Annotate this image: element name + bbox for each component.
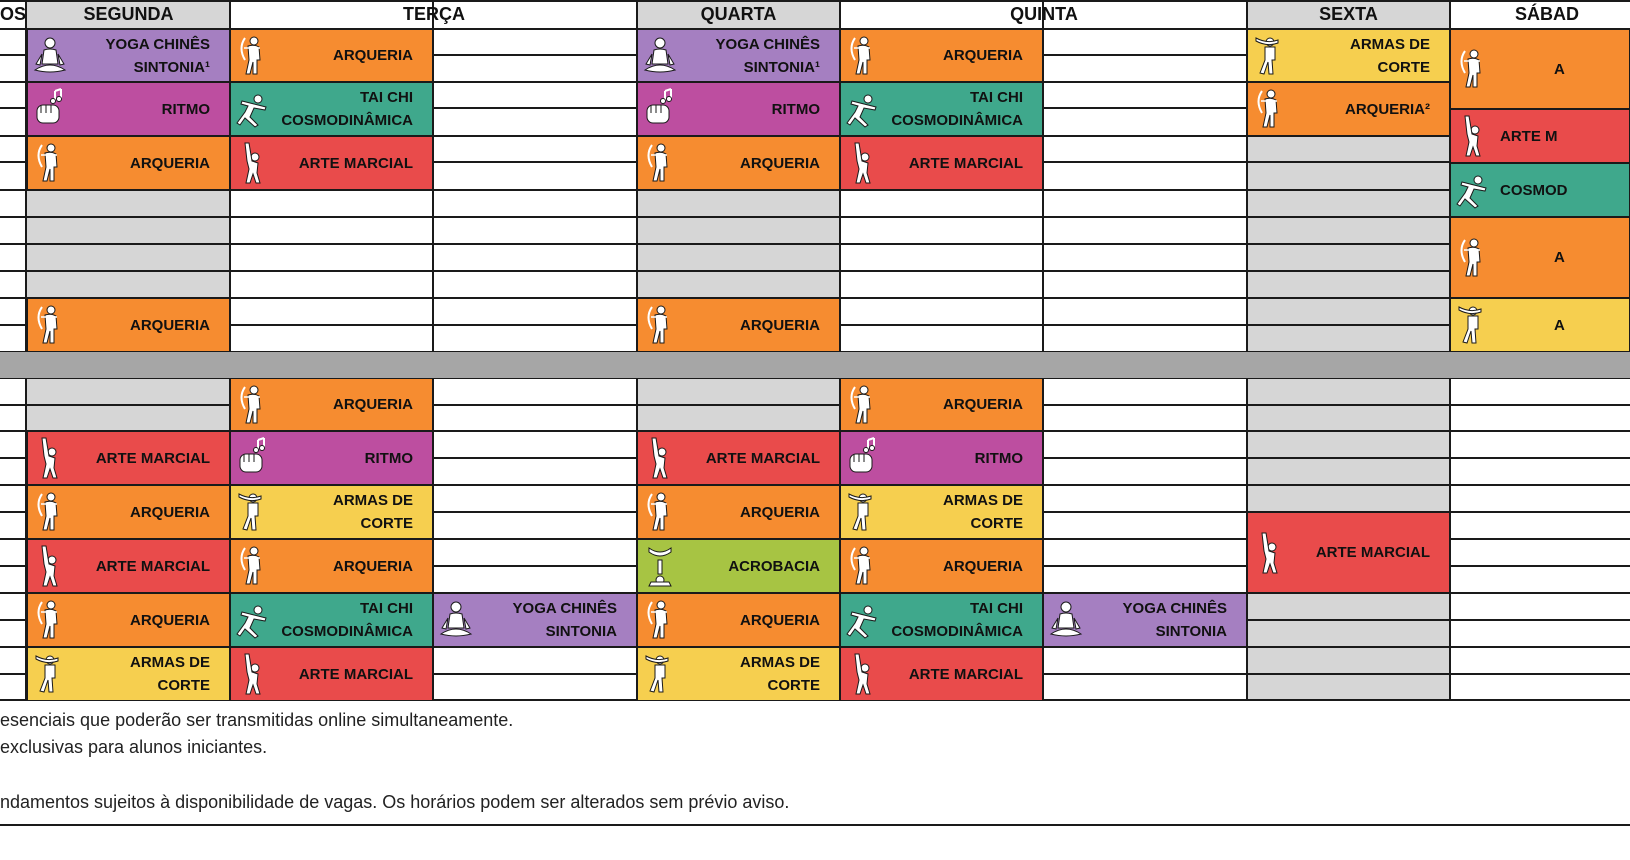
class-label: ARQUERIA [129, 316, 210, 334]
class-label: ARMAS DE CORTE [332, 492, 413, 532]
class-cell [230, 431, 433, 485]
class-label: ARQUERIA [332, 396, 413, 413]
meditation-icon [1049, 598, 1083, 642]
class-label: RITMO [161, 100, 210, 118]
class-label: A [1554, 60, 1565, 78]
class-label: ARTE MARCIAL [298, 665, 413, 683]
archer-icon [33, 141, 67, 185]
archer-icon [1456, 47, 1490, 91]
class-cell [230, 647, 433, 701]
archer-icon [846, 544, 880, 588]
class-label: ARMAS DE CORTE [129, 654, 210, 694]
class-label: ARTE M [1500, 127, 1558, 145]
class-label: ARTE MARCIAL [95, 557, 210, 575]
archer-icon [846, 34, 880, 78]
drum-fist-icon [643, 87, 677, 131]
high-kick-icon [236, 141, 270, 185]
footnote-1: esenciais que poderão ser transmitidas online simultaneamente. [0, 710, 514, 730]
archer-icon [236, 544, 270, 588]
class-label: RITMO [974, 449, 1023, 467]
class-cell [27, 82, 230, 136]
taichi-pose-icon [1456, 168, 1490, 212]
class-cell [27, 29, 230, 82]
class-label: ARMAS DE CORTE [739, 654, 820, 694]
class-cell [637, 485, 840, 539]
day-header-sabado: SÁBAD [1515, 4, 1580, 24]
class-label: YOGA CHINÊS SINTONIA¹ [715, 35, 820, 76]
class-label: ARQUERIA [739, 611, 820, 629]
taichi-pose-icon [846, 598, 880, 642]
class-cell [27, 647, 230, 701]
sword-fighter-icon [236, 490, 270, 534]
class-label: ARQUERIA [942, 396, 1023, 413]
class-cell [840, 485, 1043, 539]
class-label: ARTE MARCIAL [908, 665, 1023, 683]
meditation-icon [643, 34, 677, 78]
class-cell [230, 82, 433, 136]
sword-fighter-icon [1456, 303, 1490, 347]
archer-icon [1456, 236, 1490, 280]
meditation-icon [439, 598, 473, 642]
archer-icon [236, 34, 270, 78]
sword-fighter-icon [1253, 34, 1287, 78]
gray-cell [1247, 378, 1450, 512]
day-header-terca: TERÇA [403, 4, 465, 24]
class-cell [27, 593, 230, 647]
class-cell [637, 136, 840, 190]
class-cell [27, 539, 230, 593]
class-cell [1450, 29, 1630, 109]
class-cell [637, 298, 840, 352]
class-cell [27, 431, 230, 485]
class-cell [27, 298, 230, 352]
class-cell [27, 136, 230, 190]
class-cell [1247, 512, 1450, 593]
archer-icon [236, 383, 270, 427]
class-label: ARTE MARCIAL [908, 154, 1023, 172]
class-label: ARMAS DE CORTE [1349, 35, 1430, 76]
class-cell [1043, 593, 1247, 647]
class-label: ARTE MARCIAL [95, 449, 210, 467]
grid-hline [0, 243, 1630, 245]
class-cell [840, 29, 1043, 82]
class-label: RITMO [364, 449, 413, 467]
high-kick-icon [33, 436, 67, 480]
class-cell [840, 593, 1043, 647]
day-header: OS [0, 4, 26, 24]
high-kick-icon [846, 652, 880, 696]
class-cell [230, 593, 433, 647]
footnote-3: ndamentos sujeitos à disponibilidade de vagas. Os horários podem ser alterados sem prévio aviso. [0, 792, 790, 812]
class-label: ARQUERIA [332, 47, 413, 64]
drum-fist-icon [846, 436, 880, 480]
meditation-icon [33, 34, 67, 78]
sword-fighter-icon [643, 652, 677, 696]
class-label: ARQUERIA [129, 503, 210, 521]
day-header-sexta: SEXTA [1319, 4, 1378, 24]
class-cell [840, 647, 1043, 701]
class-cell [1247, 82, 1450, 136]
lunch-break-band [0, 352, 1630, 378]
drum-fist-icon [33, 87, 67, 131]
class-label: TAI CHI COSMODINÂMICA [891, 89, 1023, 129]
class-label: TAI CHI COSMODINÂMICA [281, 89, 413, 129]
class-cell [1450, 217, 1630, 298]
class-cell [1247, 29, 1450, 82]
archer-icon [33, 303, 67, 347]
class-label: YOGA CHINÊS SINTONIA¹ [105, 35, 210, 76]
taichi-pose-icon [236, 598, 270, 642]
class-cell [637, 431, 840, 485]
high-kick-icon [33, 544, 67, 588]
class-label: TAI CHI COSMODINÂMICA [281, 600, 413, 640]
day-header-quinta: QUINTA [1010, 4, 1078, 24]
bottom-rule [0, 824, 1630, 826]
class-label: ARTE MARCIAL [298, 154, 413, 172]
class-cell [230, 29, 433, 82]
class-cell [230, 539, 433, 593]
class-cell [840, 82, 1043, 136]
archer-icon [33, 598, 67, 642]
day-header-quarta: QUARTA [700, 4, 777, 24]
class-cell [1450, 163, 1630, 217]
high-kick-icon [236, 652, 270, 696]
class-label: YOGA CHINÊS SINTONIA [512, 600, 617, 640]
class-cell [637, 593, 840, 647]
class-cell [433, 593, 637, 647]
archer-icon [643, 490, 677, 534]
class-label: ARMAS DE CORTE [942, 492, 1023, 532]
class-label: ARQUERIA [942, 557, 1023, 575]
archer-icon [643, 141, 677, 185]
class-cell [637, 647, 840, 701]
class-label: ARQUERIA² [1345, 100, 1430, 118]
archer-icon [1253, 87, 1287, 131]
sword-fighter-icon [846, 490, 880, 534]
class-cell [1450, 298, 1630, 352]
class-label: RITMO [771, 100, 820, 118]
class-label: COSMOD [1500, 181, 1568, 199]
class-label: A [1554, 316, 1565, 334]
class-cell [637, 29, 840, 82]
taichi-pose-icon [236, 87, 270, 131]
class-cell [840, 431, 1043, 485]
class-cell [637, 82, 840, 136]
archer-icon [846, 383, 880, 427]
class-label: ARQUERIA [739, 503, 820, 521]
class-cell [840, 136, 1043, 190]
day-header-segunda: SEGUNDA [83, 4, 174, 24]
class-cell [637, 539, 840, 593]
class-label: YOGA CHINÊS SINTONIA [1122, 600, 1227, 640]
acrobat-icon [643, 544, 677, 588]
class-label: ACROBACIA [728, 557, 820, 575]
high-kick-icon [643, 436, 677, 480]
class-cell [230, 378, 433, 431]
class-cell [230, 136, 433, 190]
class-cell [840, 378, 1043, 431]
class-label: ARQUERIA [129, 611, 210, 629]
high-kick-icon [846, 141, 880, 185]
grid-hline [0, 270, 1630, 272]
sword-fighter-icon [33, 652, 67, 696]
archer-icon [643, 303, 677, 347]
footnote-2: exclusivas para alunos iniciantes. [0, 737, 268, 757]
class-label: ARQUERIA [129, 154, 210, 172]
class-cell [27, 485, 230, 539]
class-label: TAI CHI COSMODINÂMICA [891, 600, 1023, 640]
archer-icon [643, 598, 677, 642]
class-label: ARTE MARCIAL [705, 449, 820, 467]
class-cell [1450, 109, 1630, 163]
class-label: ARQUERIA [739, 154, 820, 172]
taichi-pose-icon [846, 87, 880, 131]
class-label: ARQUERIA [739, 316, 820, 334]
class-label: ARQUERIA [332, 557, 413, 575]
grid-hline [0, 216, 1630, 218]
class-label: ARTE MARCIAL [1315, 544, 1430, 561]
archer-icon [33, 490, 67, 534]
class-label: ARQUERIA [942, 47, 1023, 64]
high-kick-icon [1253, 531, 1287, 575]
class-cell [840, 539, 1043, 593]
class-label: A [1554, 249, 1565, 266]
drum-fist-icon [236, 436, 270, 480]
class-cell [230, 485, 433, 539]
high-kick-icon [1456, 114, 1490, 158]
